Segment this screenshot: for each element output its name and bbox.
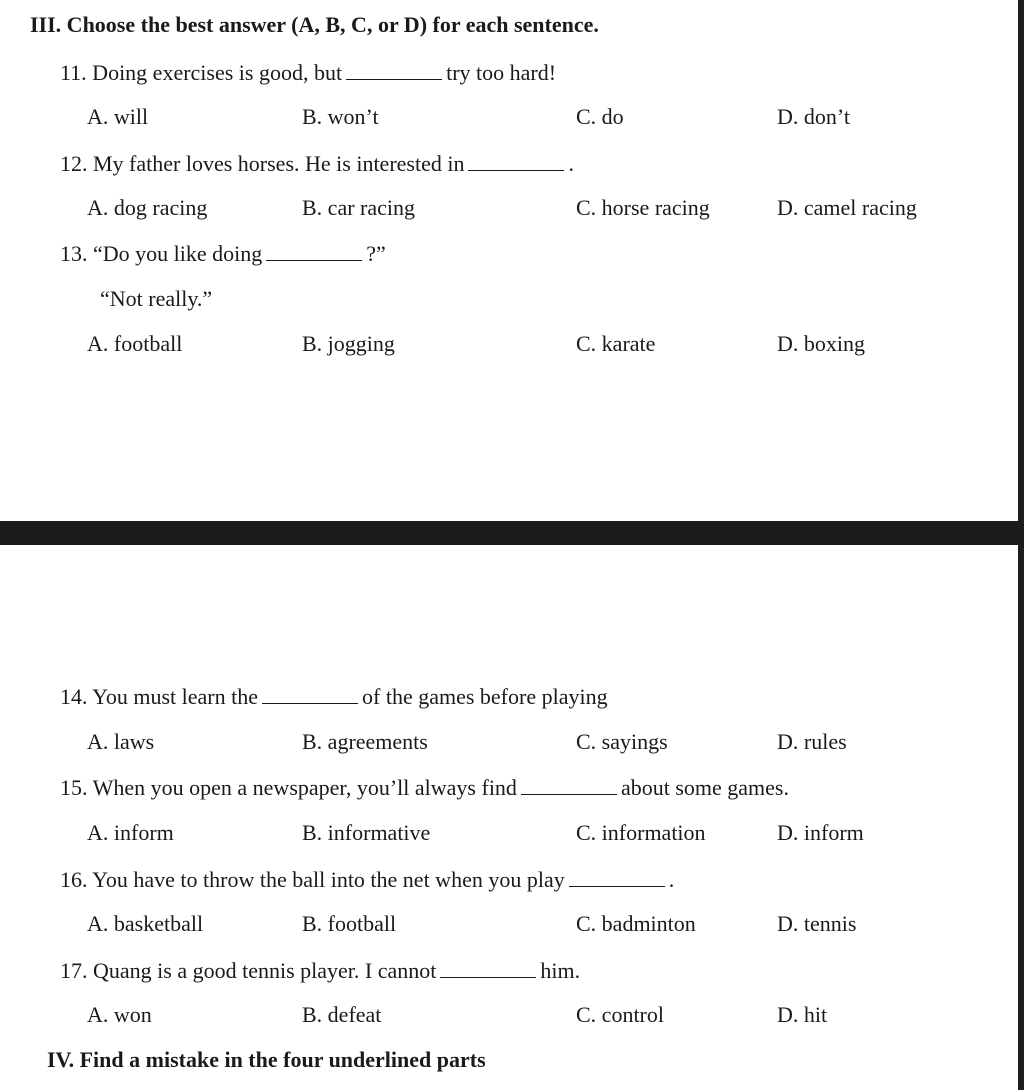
option-d: D. boxing (777, 331, 865, 356)
question-text: 16. You have to throw the ball into the net when you play (60, 867, 565, 892)
option-a: A. will (87, 104, 149, 129)
option-d: D. camel racing (777, 195, 917, 220)
photo-divider (0, 521, 1024, 545)
answer-blank (346, 59, 442, 80)
worksheet-page-bottom (0, 545, 1018, 1090)
answer-blank (262, 683, 358, 704)
answer-blank (440, 957, 536, 978)
question-text: 17. Quang is a good tennis player. I cannot (60, 958, 437, 983)
option-c: C. badminton (576, 911, 696, 936)
question-text-after: . (668, 867, 675, 892)
question-text: 12. My father loves horses. He is interested in (60, 151, 465, 176)
question-text-after: him. (540, 958, 581, 983)
question-text: 14. You must learn the (60, 684, 258, 709)
option-b: B. football (302, 911, 397, 936)
question-text: 13. “Do you like doing (60, 241, 263, 266)
question-text-after: . (568, 151, 574, 176)
answer-blank (521, 774, 617, 795)
dialogue-reply: “Not really.” (100, 286, 213, 311)
option-b: B. jogging (302, 331, 395, 356)
option-c: C. karate (576, 331, 656, 356)
option-c: C. sayings (576, 729, 668, 754)
photo-edge (1018, 0, 1024, 1090)
option-b: B. car racing (302, 195, 415, 220)
worksheet-page-top (0, 0, 1018, 521)
question-text-after: of the games before playing (362, 684, 608, 709)
option-d: D. inform (777, 820, 864, 845)
question-text-after: about some games. (620, 775, 789, 800)
question-11 (60, 59, 556, 86)
option-b: B. agreements (302, 729, 428, 754)
option-b: B. informative (302, 820, 431, 845)
option-d: D. tennis (777, 911, 857, 936)
answer-blank (266, 240, 362, 261)
question-text-after: ?” (366, 241, 386, 266)
answer-blank (569, 866, 665, 887)
question-16 (60, 866, 674, 893)
question-17 (60, 957, 580, 984)
option-c: C. horse racing (576, 195, 710, 220)
question-15 (60, 774, 789, 801)
option-a: A. basketball (87, 911, 204, 936)
option-b: B. defeat (302, 1002, 382, 1027)
option-a: A. laws (87, 729, 155, 754)
option-a: A. won (87, 1002, 152, 1027)
option-c: C. do (576, 104, 624, 129)
section-heading: III. Choose the best answer (A, B, C, or D) for each sentence. (30, 12, 599, 37)
option-d: D. hit (777, 1002, 828, 1027)
option-d: D. don’t (777, 104, 850, 129)
option-c: C. information (576, 820, 706, 845)
question-text: 15. When you open a newspaper, you’ll always find (60, 775, 517, 800)
option-c: C. control (576, 1002, 664, 1027)
section-heading: IV. Find a mistake in the four underlined parts (47, 1047, 486, 1072)
question-12 (60, 150, 574, 177)
option-d: D. rules (777, 729, 847, 754)
question-text: 11. Doing exercises is good, but (60, 60, 343, 85)
question-text-after: try too hard! (446, 60, 557, 85)
option-a: A. dog racing (87, 195, 208, 220)
answer-blank (468, 150, 564, 171)
question-14 (60, 683, 608, 710)
question-13 (60, 240, 386, 267)
option-b: B. won’t (302, 104, 379, 129)
option-a: A. inform (87, 820, 174, 845)
option-a: A. football (87, 331, 183, 356)
